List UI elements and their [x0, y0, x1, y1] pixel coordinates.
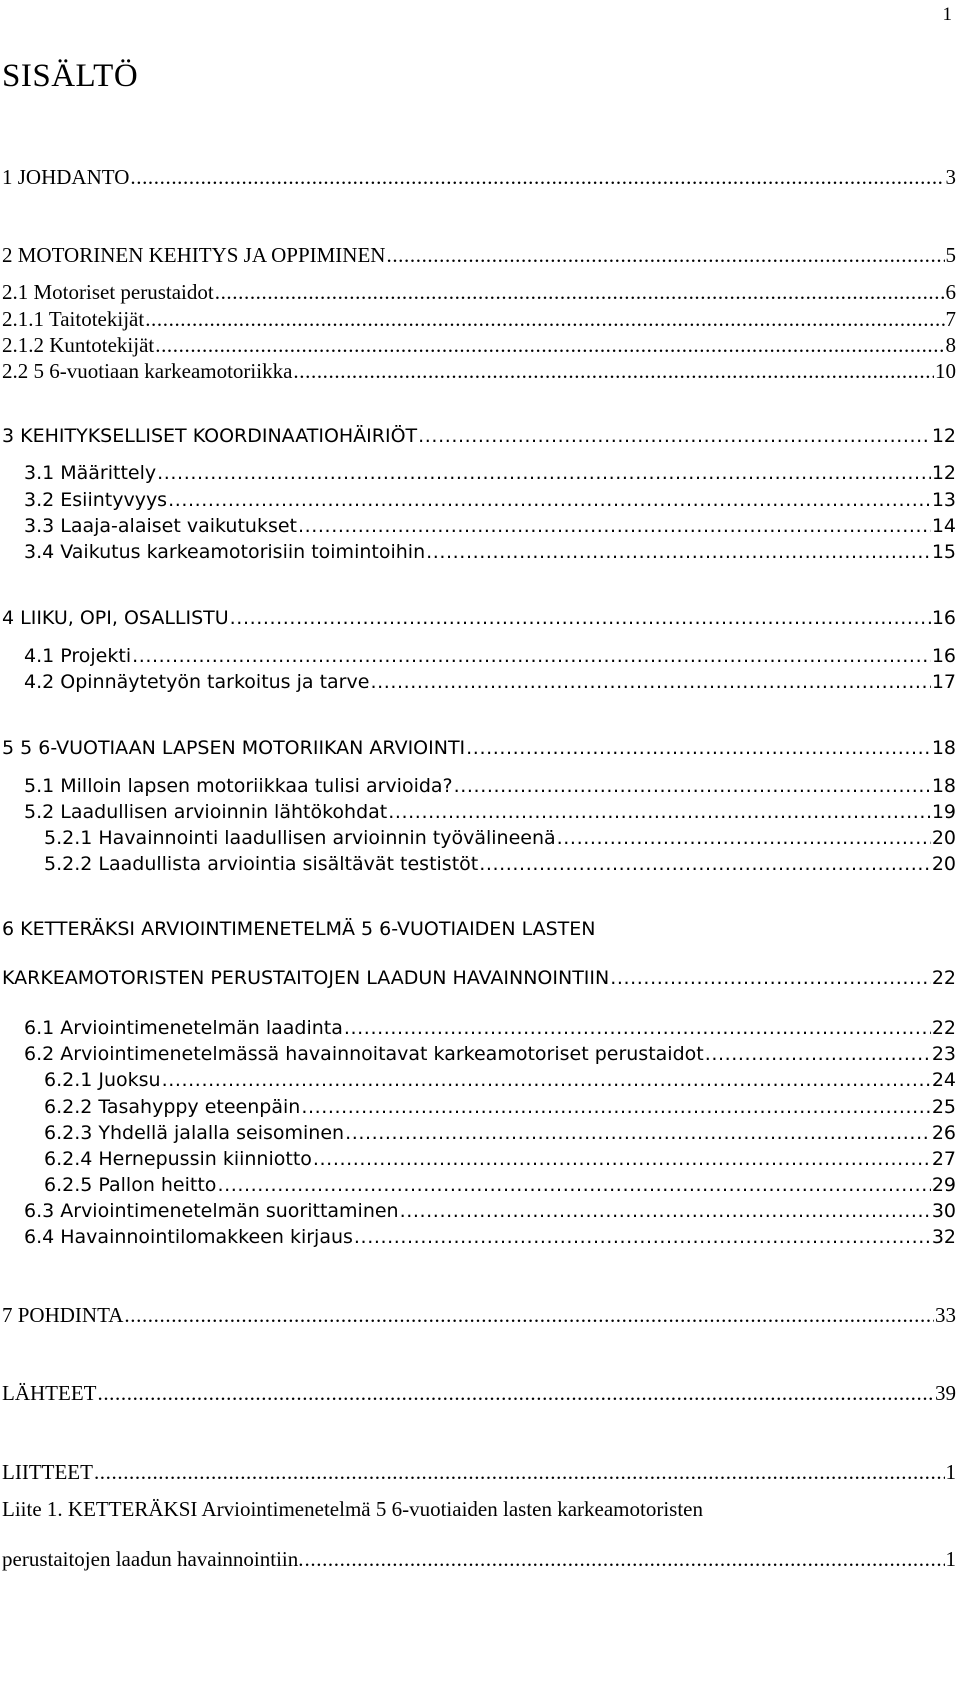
dot-leader — [301, 1096, 931, 1118]
dot-leader — [298, 515, 931, 537]
dot-leader — [305, 1547, 945, 1572]
toc-entry-page: 39 — [935, 1381, 956, 1405]
dot-leader — [388, 801, 931, 823]
toc-entry-3-2[interactable] — [24, 489, 956, 511]
toc-entry-label: 6.2.1 Juoksu — [44, 1069, 161, 1091]
page-number: 1 — [942, 4, 952, 25]
toc-entry-label: LÄHTEET — [2, 1381, 97, 1405]
toc-entry-6-2-3[interactable] — [44, 1122, 956, 1144]
toc-entry-page: 18 — [931, 775, 956, 797]
toc-entry-1-johdanto[interactable] — [2, 165, 956, 190]
dot-leader — [97, 1381, 934, 1406]
toc-entry-label: 2.1.2 Kuntotekijät — [2, 333, 155, 357]
dot-leader — [157, 462, 931, 484]
toc-entry-label: 3.2 Esiintyvyys — [24, 489, 168, 511]
toc-entry-page: 16 — [931, 645, 956, 667]
toc-entry-2-motorinen-kehitys[interactable] — [2, 243, 956, 268]
toc-entry-3-3[interactable] — [24, 515, 956, 537]
toc-entry-page: 27 — [931, 1148, 956, 1170]
dot-leader — [230, 607, 931, 629]
dot-leader — [162, 1069, 931, 1091]
toc-entry-label: 2.1 Motoriset perustaidot — [2, 280, 214, 304]
toc-entry-page: 17 — [931, 671, 956, 693]
toc-entry-label: 3.3 Laaja-alaiset vaikutukset — [24, 515, 297, 537]
dot-leader — [426, 541, 931, 563]
toc-entry-liite-1-line2[interactable] — [2, 1547, 956, 1572]
toc-entry-page: 23 — [931, 1043, 956, 1065]
toc-entry-label: 4 LIIKU, OPI, OSALLISTU — [2, 607, 229, 629]
toc-entry-5-2-1[interactable] — [44, 827, 956, 849]
toc-entry-label: 4.1 Projekti — [24, 645, 132, 667]
toc-entry-page: 7 — [945, 307, 956, 331]
toc-entry-3-4[interactable] — [24, 541, 956, 563]
dot-leader — [215, 280, 945, 305]
dot-leader — [370, 671, 930, 693]
toc-entry-label: 6.2 Arviointimenetelmässä havainnoitavat karkeamotoriset perustaidot — [24, 1043, 704, 1065]
toc-entry-label: 6.1 Arviointimenetelmän laadinta — [24, 1017, 343, 1039]
toc-entry-page: 16 — [931, 607, 956, 629]
toc-entry-3-1[interactable] — [24, 462, 956, 484]
toc-entry-page: 32 — [931, 1226, 956, 1248]
toc-entry-label: 5.1 Milloin lapsen motoriikkaa tulisi arvioida? — [24, 775, 453, 797]
toc-entry-6-1[interactable] — [24, 1017, 956, 1039]
dot-leader — [479, 853, 931, 875]
toc-title: SISÄLTÖ — [2, 58, 139, 94]
toc-entry-5-arviointi[interactable] — [2, 737, 956, 759]
toc-entry-6-2-1[interactable] — [44, 1069, 956, 1091]
toc-entry-4-1[interactable] — [24, 645, 956, 667]
dot-leader — [610, 967, 931, 989]
toc-entry-6-ketteraksi-line2[interactable] — [2, 967, 956, 989]
dot-leader — [124, 1303, 934, 1328]
dot-leader — [345, 1122, 931, 1144]
dot-leader — [313, 1148, 931, 1170]
toc-entry-6-2[interactable] — [24, 1043, 956, 1065]
toc-entry-5-2[interactable] — [24, 801, 956, 823]
dot-leader — [155, 333, 944, 358]
dot-leader — [354, 1226, 931, 1248]
toc-entry-page: 18 — [931, 737, 956, 759]
toc-entry-label: 7 POHDINTA — [2, 1303, 124, 1327]
toc-entry-5-2-2[interactable] — [44, 853, 956, 875]
toc-entry-page: 20 — [931, 827, 956, 849]
toc-entry-page: 12 — [931, 425, 956, 447]
toc-entry-page: 22 — [931, 1017, 956, 1039]
toc-entry-page: 3 — [945, 165, 956, 189]
dot-leader — [344, 1017, 931, 1039]
toc-entry-2-1-1[interactable] — [2, 307, 956, 332]
toc-entry-label: Liite 1. KETTERÄKSI Arviointimenetelmä 5 6-vuotiaiden lasten karkeamotoristen — [2, 1497, 703, 1521]
toc-entry-3-kehitykselliset[interactable] — [2, 425, 956, 447]
toc-entry-page: 29 — [931, 1174, 956, 1196]
toc-entry-page: 12 — [931, 462, 956, 484]
toc-entry-6-2-4[interactable] — [44, 1148, 956, 1170]
toc-entry-label: 6.3 Arviointimenetelmän suorittaminen — [24, 1200, 399, 1222]
toc-entry-label: 6.2.4 Hernepussin kiinniotto — [44, 1148, 312, 1170]
toc-entry-label: 2 MOTORINEN KEHITYS JA OPPIMINEN — [2, 243, 386, 267]
dot-leader — [386, 243, 944, 268]
toc-entry-page: 19 — [931, 801, 956, 823]
toc-entry-label: KARKEAMOTORISTEN PERUSTAITOJEN LAADUN HAVAINNOINTIIN — [2, 967, 610, 989]
toc-entry-page: 10 — [935, 359, 956, 383]
toc-entry-7-pohdinta[interactable] — [2, 1303, 956, 1328]
toc-entry-page: 20 — [931, 853, 956, 875]
dot-leader — [557, 827, 931, 849]
toc-entry-label: 3.4 Vaikutus karkeamotorisiin toimintoihin — [24, 541, 426, 563]
dot-leader — [705, 1043, 931, 1065]
toc-entry-label: 6.2.2 Tasahyppy eteenpäin — [44, 1096, 301, 1118]
toc-entry-page: 5 — [945, 243, 956, 267]
toc-entry-page: 13 — [931, 489, 956, 511]
toc-entry-page: 33 — [935, 1303, 956, 1327]
toc-entry-2-1-2[interactable] — [2, 333, 956, 358]
dot-leader — [132, 645, 931, 667]
dot-leader — [400, 1200, 931, 1222]
dot-leader — [217, 1174, 930, 1196]
dot-leader — [454, 775, 931, 797]
toc-entry-6-3[interactable] — [24, 1200, 956, 1222]
toc-entry-label: 5.2 Laadullisen arvioinnin lähtökohdat — [24, 801, 388, 823]
toc-entry-label: 3.1 Määrittely — [24, 462, 157, 484]
toc-entry-2-2[interactable] — [2, 359, 956, 384]
toc-entry-6-4[interactable] — [24, 1226, 956, 1248]
toc-entry-5-1[interactable] — [24, 775, 956, 797]
dot-leader — [130, 165, 944, 190]
toc-entry-label: 2.1.1 Taitotekijät — [2, 307, 145, 331]
toc-entry-label: 2.2 5 6-vuotiaan karkeamotoriikka — [2, 359, 293, 383]
dot-leader — [418, 425, 931, 447]
dot-leader — [145, 307, 944, 332]
toc-entry-page: 30 — [931, 1200, 956, 1222]
dot-leader — [94, 1460, 945, 1485]
toc-entry-6-ketteraksi-line1[interactable] — [2, 918, 956, 940]
toc-entry-4-2[interactable] — [24, 671, 956, 693]
toc-entry-liite-1-line1[interactable] — [2, 1497, 956, 1522]
dot-leader — [168, 489, 931, 511]
toc-entry-label: 3 KEHITYKSELLISET KOORDINAATIOHÄIRIÖT — [2, 425, 418, 447]
dot-leader — [466, 737, 931, 759]
toc-entry-label: 5 5 6-VUOTIAAN LAPSEN MOTORIIKAN ARVIOINTI — [2, 737, 466, 759]
toc-entry-lahteet[interactable] — [2, 1381, 956, 1406]
toc-entry-label: perustaitojen laadun havainnointiin. — [2, 1547, 304, 1571]
toc-entry-page: 15 — [931, 541, 956, 563]
toc-entry-page: 1 — [945, 1460, 956, 1484]
toc-entry-label: 4.2 Opinnäytetyön tarkoitus ja tarve — [24, 671, 370, 693]
toc-entry-6-2-5[interactable] — [44, 1174, 956, 1196]
toc-entry-page: 25 — [931, 1096, 956, 1118]
dot-leader — [293, 359, 934, 384]
toc-entry-page: 24 — [931, 1069, 956, 1091]
toc-entry-label: 5.2.1 Havainnointi laadullisen arvioinnin työvälineenä — [44, 827, 556, 849]
toc-entry-label: 6.2.3 Yhdellä jalalla seisominen — [44, 1122, 345, 1144]
toc-entry-label: 1 JOHDANTO — [2, 165, 130, 189]
toc-entry-label: 5.2.2 Laadullista arviointia sisältävät testistöt — [44, 853, 479, 875]
toc-entry-label: 6.4 Havainnointilomakkeen kirjaus — [24, 1226, 353, 1248]
toc-entry-label: 6 KETTERÄKSI ARVIOINTIMENETELMÄ 5 6-VUOTIAIDEN LASTEN — [2, 918, 596, 940]
toc-entry-page: 6 — [945, 280, 956, 304]
toc-entry-page: 1 — [945, 1547, 956, 1571]
toc-entry-page: 8 — [945, 333, 956, 357]
toc-entry-page: 14 — [931, 515, 956, 537]
toc-entry-label: 6.2.5 Pallon heitto — [44, 1174, 217, 1196]
toc-entry-4-liiku-opi-osallistu[interactable] — [2, 607, 956, 629]
toc-entry-page: 22 — [931, 967, 956, 989]
toc-entry-2-1[interactable] — [2, 280, 956, 305]
toc-entry-6-2-2[interactable] — [44, 1096, 956, 1118]
toc-entry-page: 26 — [931, 1122, 956, 1144]
toc-entry-label: LIITTEET — [2, 1460, 93, 1484]
toc-entry-liitteet[interactable] — [2, 1460, 956, 1485]
